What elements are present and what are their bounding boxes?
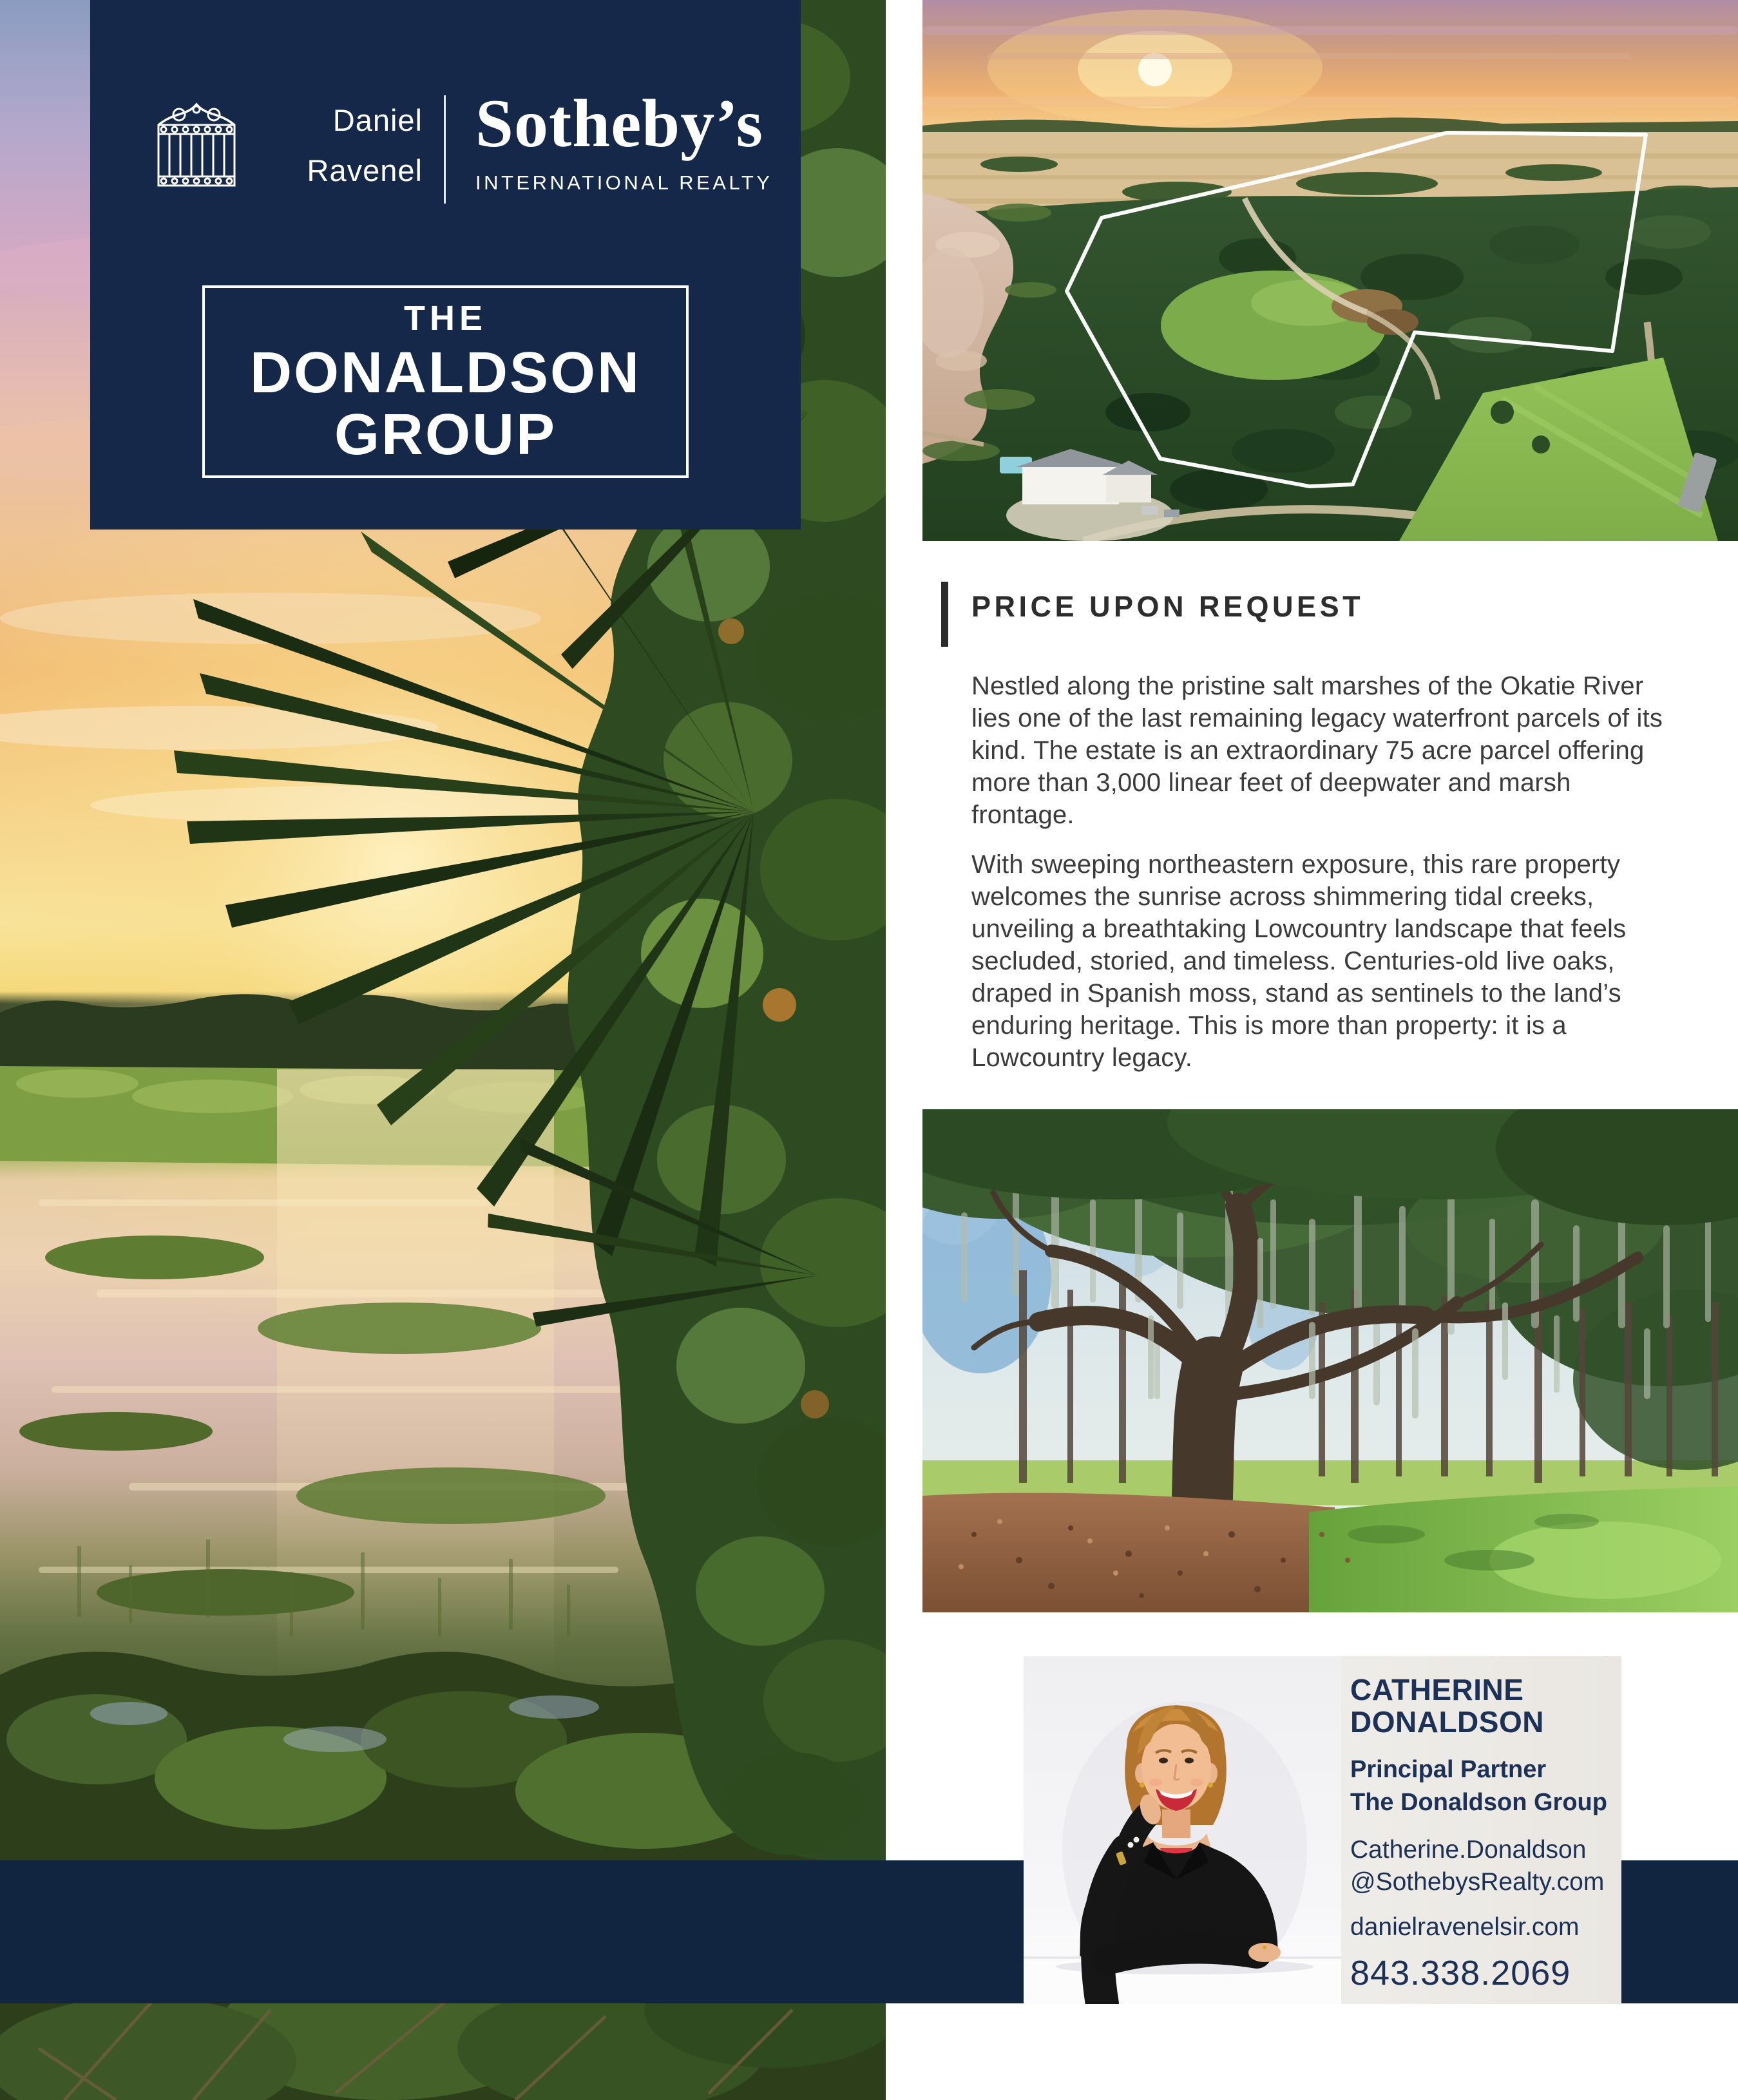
agent-title-line1: Principal Partner	[1350, 1756, 1547, 1784]
agency-name-line1: Daniel	[332, 103, 423, 137]
agent-name-line1: CATHERINE	[1350, 1673, 1524, 1706]
brand-panel	[90, 0, 801, 530]
oak-grove-photo	[922, 1109, 1738, 1612]
aerial-photo-art	[922, 0, 1738, 541]
affiliate-subtitle: INTERNATIONAL REALTY	[475, 171, 773, 194]
logo-divider	[444, 95, 446, 204]
oak-photo-art	[922, 1109, 1738, 1612]
gate-icon	[155, 100, 238, 188]
agent-info	[1341, 1656, 1621, 2004]
price-heading: PRICE UPON REQUEST	[971, 590, 1364, 623]
agent-title	[1350, 1753, 1615, 1818]
team-plaque-the: THE	[404, 299, 487, 338]
team-plaque	[202, 285, 689, 478]
affiliate-lockup	[475, 86, 773, 195]
aerial-property-photo	[922, 0, 1738, 541]
agent-card	[1024, 1656, 1621, 2004]
team-plaque-name: DONALDSON	[250, 341, 641, 405]
agent-portrait-photo	[1024, 1656, 1341, 2004]
agent-portrait-art	[1024, 1656, 1341, 2004]
agency-name-line2: Ravenel	[307, 153, 423, 187]
agent-email-line1: Catherine.Donaldson	[1350, 1835, 1587, 1864]
listing-description	[971, 670, 1666, 1091]
price-accent-bar	[941, 582, 948, 647]
description-paragraph-2: With sweeping northeastern exposure, this rare property welcomes the sunrise across shimmering tidal creeks, unveiling a breathtaking Lowcountry landscape that feels secluded, storied, and timeless. Centuries-old live oaks, draped in Spanish moss, stand as sentinels to the land’s enduring heritage. This is more than property: it is a Lowcountry legacy.	[971, 850, 1627, 1072]
agent-email-line2: @SothebysRealty.com	[1350, 1868, 1605, 1896]
agent-title-line2: The Donaldson Group	[1350, 1788, 1607, 1816]
agent-email	[1350, 1834, 1615, 1899]
agent-name	[1350, 1674, 1615, 1738]
agent-website: danielravenelsir.com	[1350, 1913, 1580, 1942]
agent-phone: 843.338.2069	[1350, 1954, 1571, 1993]
agency-name	[242, 95, 423, 196]
team-plaque-group: GROUP	[334, 402, 557, 467]
agent-name-line2: DONALDSON	[1350, 1704, 1544, 1739]
description-paragraph-1: Nestled along the pristine salt marshes of the Okatie River lies one of the last remaining legacy waterfront parcels of its kind. The estate is an extraordinary 75 acre parcel offering more than 3,000 linear feet of deepwater and marsh frontage.	[971, 672, 1663, 829]
affiliate-name: Sotheby’s	[475, 86, 763, 161]
